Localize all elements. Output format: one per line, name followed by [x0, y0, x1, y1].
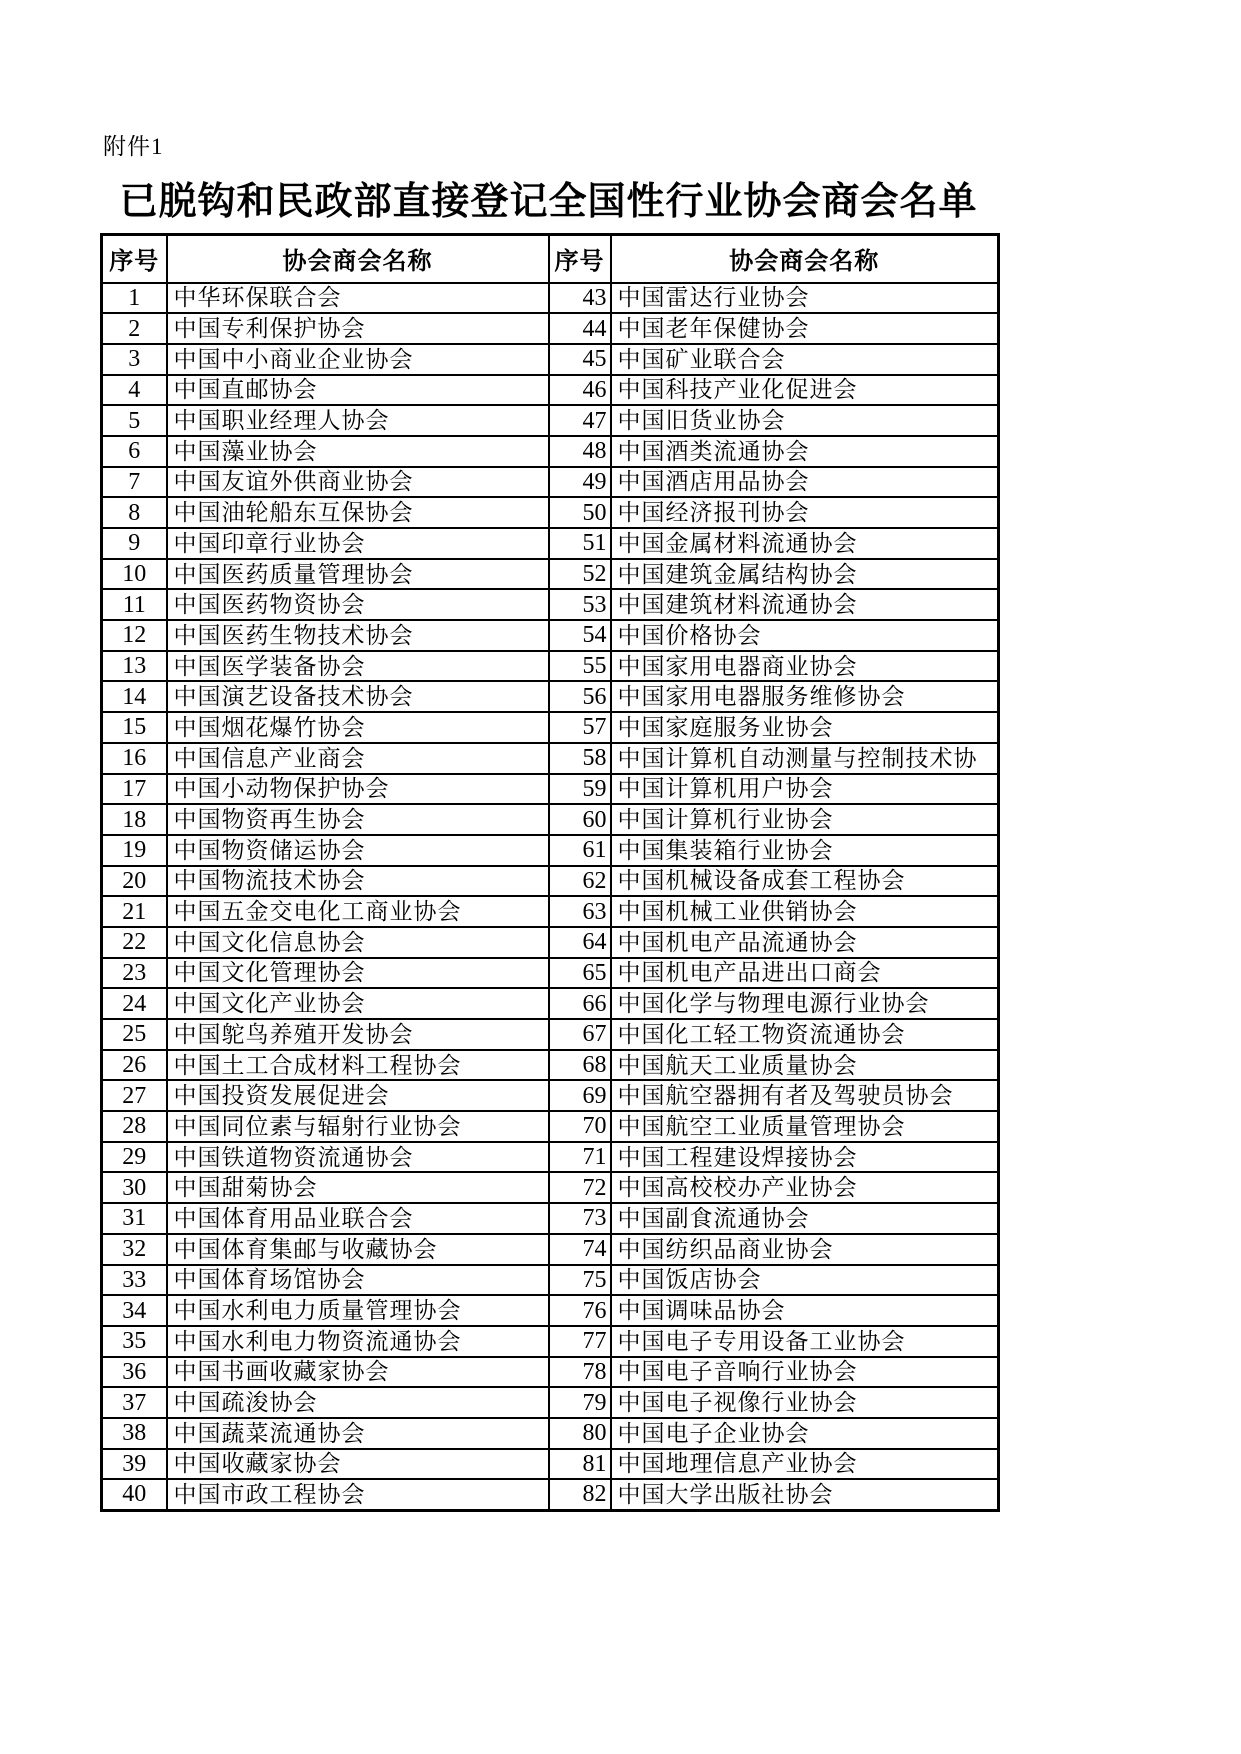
index-cell-left: 7	[102, 467, 167, 498]
index-cell-right: 60	[549, 804, 611, 835]
index-cell-right: 58	[549, 743, 611, 774]
page-title: 已脱钩和民政部直接登记全国性行业协会商会名单	[119, 181, 978, 223]
name-cell-right: 中国旧货业协会	[611, 405, 999, 436]
name-cell-right: 中国机电产品进出口商会	[611, 958, 999, 989]
name-cell-right: 中国集装箱行业协会	[611, 835, 999, 866]
index-cell-right: 80	[549, 1418, 611, 1449]
index-cell-left: 17	[102, 774, 167, 805]
index-cell-left: 20	[102, 866, 167, 897]
index-cell-left: 40	[102, 1479, 167, 1510]
name-cell-right: 中国计算机用户协会	[611, 774, 999, 805]
name-cell-left: 中国印章行业协会	[167, 528, 549, 559]
name-cell-left: 中国医学装备协会	[167, 651, 549, 682]
index-cell-right: 76	[549, 1295, 611, 1326]
table-row	[102, 1326, 999, 1357]
name-cell-left: 中国土工合成材料工程协会	[167, 1050, 549, 1081]
index-cell-left: 6	[102, 436, 167, 467]
index-cell-left: 29	[102, 1142, 167, 1173]
table-row	[102, 1449, 999, 1480]
table-row	[102, 375, 999, 406]
name-cell-left: 中国医药物资协会	[167, 589, 549, 620]
index-cell-left: 28	[102, 1111, 167, 1142]
name-cell-left: 中国体育集邮与收藏协会	[167, 1234, 549, 1265]
index-cell-left: 32	[102, 1234, 167, 1265]
name-cell-right: 中国饭店协会	[611, 1265, 999, 1296]
name-cell-right: 中国老年保健协会	[611, 313, 999, 344]
index-cell-left: 35	[102, 1326, 167, 1357]
index-cell-right: 74	[549, 1234, 611, 1265]
name-cell-right: 中国建筑金属结构协会	[611, 559, 999, 590]
table-row	[102, 958, 999, 989]
name-cell-left: 中国书画收藏家协会	[167, 1357, 549, 1388]
table-body	[102, 283, 999, 1511]
index-cell-right: 70	[549, 1111, 611, 1142]
index-cell-left: 1	[102, 283, 167, 314]
name-cell-right: 中国化工轻工物资流通协会	[611, 1019, 999, 1050]
index-cell-left: 12	[102, 620, 167, 651]
index-cell-left: 15	[102, 712, 167, 743]
header-index-right: 序号	[549, 235, 611, 283]
name-cell-left: 中国文化产业协会	[167, 988, 549, 1019]
index-cell-right: 67	[549, 1019, 611, 1050]
name-cell-right: 中国矿业联合会	[611, 344, 999, 375]
name-cell-left: 中国五金交电化工商业协会	[167, 896, 549, 927]
index-cell-right: 52	[549, 559, 611, 590]
table-row	[102, 313, 999, 344]
name-cell-right: 中国电子视像行业协会	[611, 1387, 999, 1418]
table-row	[102, 835, 999, 866]
table-row	[102, 927, 999, 958]
name-cell-right: 中国电子专用设备工业协会	[611, 1326, 999, 1357]
name-cell-left: 中国职业经理人协会	[167, 405, 549, 436]
index-cell-left: 39	[102, 1449, 167, 1480]
index-cell-left: 24	[102, 988, 167, 1019]
index-cell-right: 51	[549, 528, 611, 559]
index-cell-right: 45	[549, 344, 611, 375]
index-cell-left: 23	[102, 958, 167, 989]
table-row	[102, 589, 999, 620]
table-row	[102, 1357, 999, 1388]
name-cell-left: 中国甜菊协会	[167, 1172, 549, 1203]
table-row	[102, 1418, 999, 1449]
index-cell-left: 14	[102, 681, 167, 712]
table-row	[102, 436, 999, 467]
index-cell-right: 81	[549, 1449, 611, 1480]
index-cell-right: 72	[549, 1172, 611, 1203]
index-cell-left: 16	[102, 743, 167, 774]
name-cell-left: 中国中小商业企业协会	[167, 344, 549, 375]
index-cell-left: 22	[102, 927, 167, 958]
name-cell-left: 中国疏浚协会	[167, 1387, 549, 1418]
table-row	[102, 1265, 999, 1296]
name-cell-left: 中国烟花爆竹协会	[167, 712, 549, 743]
index-cell-left: 34	[102, 1295, 167, 1326]
name-cell-left: 中华环保联合会	[167, 283, 549, 314]
name-cell-left: 中国水利电力质量管理协会	[167, 1295, 549, 1326]
name-cell-left: 中国藻业协会	[167, 436, 549, 467]
attachment-label: 附件1	[103, 134, 164, 159]
name-cell-left: 中国演艺设备技术协会	[167, 681, 549, 712]
index-cell-right: 73	[549, 1203, 611, 1234]
name-cell-left: 中国鸵鸟养殖开发协会	[167, 1019, 549, 1050]
index-cell-right: 56	[549, 681, 611, 712]
table-row	[102, 1050, 999, 1081]
name-cell-left: 中国文化管理协会	[167, 958, 549, 989]
table-row	[102, 743, 999, 774]
name-cell-left: 中国友谊外供商业协会	[167, 467, 549, 498]
name-cell-right: 中国大学出版社协会	[611, 1479, 999, 1510]
table-row	[102, 651, 999, 682]
index-cell-left: 37	[102, 1387, 167, 1418]
name-cell-left: 中国小动物保护协会	[167, 774, 549, 805]
index-cell-right: 48	[549, 436, 611, 467]
table-row	[102, 283, 999, 314]
index-cell-left: 4	[102, 375, 167, 406]
name-cell-left: 中国物资储运协会	[167, 835, 549, 866]
name-cell-right: 中国科技产业化促进会	[611, 375, 999, 406]
name-cell-right: 中国化学与物理电源行业协会	[611, 988, 999, 1019]
table-row	[102, 620, 999, 651]
name-cell-right: 中国电子音响行业协会	[611, 1357, 999, 1388]
name-cell-left: 中国同位素与辐射行业协会	[167, 1111, 549, 1142]
index-cell-left: 21	[102, 896, 167, 927]
name-cell-right: 中国航天工业质量协会	[611, 1050, 999, 1081]
index-cell-right: 49	[549, 467, 611, 498]
name-cell-left: 中国投资发展促进会	[167, 1080, 549, 1111]
table-row	[102, 1387, 999, 1418]
index-cell-right: 61	[549, 835, 611, 866]
name-cell-left: 中国直邮协会	[167, 375, 549, 406]
index-cell-right: 71	[549, 1142, 611, 1173]
name-cell-right: 中国纺织品商业协会	[611, 1234, 999, 1265]
name-cell-right: 中国雷达行业协会	[611, 283, 999, 314]
index-cell-right: 54	[549, 620, 611, 651]
name-cell-left: 中国医药生物技术协会	[167, 620, 549, 651]
name-cell-right: 中国酒类流通协会	[611, 436, 999, 467]
name-cell-left: 中国文化信息协会	[167, 927, 549, 958]
name-cell-left: 中国铁道物资流通协会	[167, 1142, 549, 1173]
name-cell-left: 中国专利保护协会	[167, 313, 549, 344]
name-cell-right: 中国电子企业协会	[611, 1418, 999, 1449]
table-row	[102, 896, 999, 927]
index-cell-left: 3	[102, 344, 167, 375]
name-cell-right: 中国计算机自动测量与控制技术协	[611, 743, 999, 774]
name-cell-right: 中国金属材料流通协会	[611, 528, 999, 559]
index-cell-left: 9	[102, 528, 167, 559]
index-cell-left: 27	[102, 1080, 167, 1111]
name-cell-left: 中国水利电力物资流通协会	[167, 1326, 549, 1357]
table-row	[102, 344, 999, 375]
name-cell-right: 中国家庭服务业协会	[611, 712, 999, 743]
index-cell-left: 31	[102, 1203, 167, 1234]
table-row	[102, 681, 999, 712]
table-row	[102, 804, 999, 835]
index-cell-right: 63	[549, 896, 611, 927]
name-cell-right: 中国机械设备成套工程协会	[611, 866, 999, 897]
index-cell-left: 2	[102, 313, 167, 344]
table-row	[102, 467, 999, 498]
index-cell-right: 68	[549, 1050, 611, 1081]
table-row	[102, 988, 999, 1019]
index-cell-left: 10	[102, 559, 167, 590]
name-cell-right: 中国酒店用品协会	[611, 467, 999, 498]
name-cell-right: 中国机械工业供销协会	[611, 896, 999, 927]
name-cell-right: 中国计算机行业协会	[611, 804, 999, 835]
index-cell-right: 65	[549, 958, 611, 989]
name-cell-right: 中国家用电器商业协会	[611, 651, 999, 682]
index-cell-right: 78	[549, 1357, 611, 1388]
table-row	[102, 774, 999, 805]
name-cell-left: 中国物资再生协会	[167, 804, 549, 835]
index-cell-right: 47	[549, 405, 611, 436]
name-cell-right: 中国机电产品流通协会	[611, 927, 999, 958]
name-cell-right: 中国航空工业质量管理协会	[611, 1111, 999, 1142]
index-cell-left: 8	[102, 497, 167, 528]
table-row	[102, 1203, 999, 1234]
name-cell-right: 中国地理信息产业协会	[611, 1449, 999, 1480]
table-row	[102, 712, 999, 743]
index-cell-right: 53	[549, 589, 611, 620]
table-row	[102, 528, 999, 559]
name-cell-right: 中国工程建设焊接协会	[611, 1142, 999, 1173]
index-cell-right: 43	[549, 283, 611, 314]
table-row	[102, 1479, 999, 1510]
index-cell-left: 18	[102, 804, 167, 835]
index-cell-left: 38	[102, 1418, 167, 1449]
name-cell-right: 中国价格协会	[611, 620, 999, 651]
index-cell-right: 82	[549, 1479, 611, 1510]
index-cell-left: 19	[102, 835, 167, 866]
index-cell-right: 75	[549, 1265, 611, 1296]
index-cell-right: 79	[549, 1387, 611, 1418]
table-row	[102, 405, 999, 436]
index-cell-left: 33	[102, 1265, 167, 1296]
table-row	[102, 1080, 999, 1111]
name-cell-left: 中国信息产业商会	[167, 743, 549, 774]
table-row	[102, 1111, 999, 1142]
header-name-left: 协会商会名称	[167, 235, 549, 283]
index-cell-right: 46	[549, 375, 611, 406]
name-cell-right: 中国家用电器服务维修协会	[611, 681, 999, 712]
table-row	[102, 497, 999, 528]
index-cell-right: 50	[549, 497, 611, 528]
table-row	[102, 1019, 999, 1050]
index-cell-left: 11	[102, 589, 167, 620]
index-cell-left: 25	[102, 1019, 167, 1050]
index-cell-right: 77	[549, 1326, 611, 1357]
index-cell-right: 57	[549, 712, 611, 743]
table-row	[102, 559, 999, 590]
table-row	[102, 1295, 999, 1326]
index-cell-right: 62	[549, 866, 611, 897]
name-cell-left: 中国体育用品业联合会	[167, 1203, 549, 1234]
table-row	[102, 1142, 999, 1173]
index-cell-left: 26	[102, 1050, 167, 1081]
index-cell-right: 64	[549, 927, 611, 958]
name-cell-right: 中国经济报刊协会	[611, 497, 999, 528]
index-cell-left: 5	[102, 405, 167, 436]
name-cell-right: 中国航空器拥有者及驾驶员协会	[611, 1080, 999, 1111]
header-index-left: 序号	[102, 235, 167, 283]
name-cell-left: 中国油轮船东互保协会	[167, 497, 549, 528]
index-cell-left: 13	[102, 651, 167, 682]
name-cell-left: 中国物流技术协会	[167, 866, 549, 897]
name-cell-left: 中国收藏家协会	[167, 1449, 549, 1480]
table-row	[102, 1172, 999, 1203]
index-cell-right: 66	[549, 988, 611, 1019]
index-cell-right: 55	[549, 651, 611, 682]
header-name-right: 协会商会名称	[611, 235, 999, 283]
name-cell-left: 中国医药质量管理协会	[167, 559, 549, 590]
name-cell-right: 中国副食流通协会	[611, 1203, 999, 1234]
table-row	[102, 866, 999, 897]
index-cell-right: 44	[549, 313, 611, 344]
table-row	[102, 1234, 999, 1265]
index-cell-left: 30	[102, 1172, 167, 1203]
association-table	[100, 233, 1000, 1512]
name-cell-right: 中国高校校办产业协会	[611, 1172, 999, 1203]
index-cell-right: 59	[549, 774, 611, 805]
name-cell-left: 中国蔬菜流通协会	[167, 1418, 549, 1449]
index-cell-left: 36	[102, 1357, 167, 1388]
name-cell-left: 中国市政工程协会	[167, 1479, 549, 1510]
name-cell-right: 中国建筑材料流通协会	[611, 589, 999, 620]
table-header-row	[102, 235, 999, 283]
name-cell-right: 中国调味品协会	[611, 1295, 999, 1326]
name-cell-left: 中国体育场馆协会	[167, 1265, 549, 1296]
index-cell-right: 69	[549, 1080, 611, 1111]
